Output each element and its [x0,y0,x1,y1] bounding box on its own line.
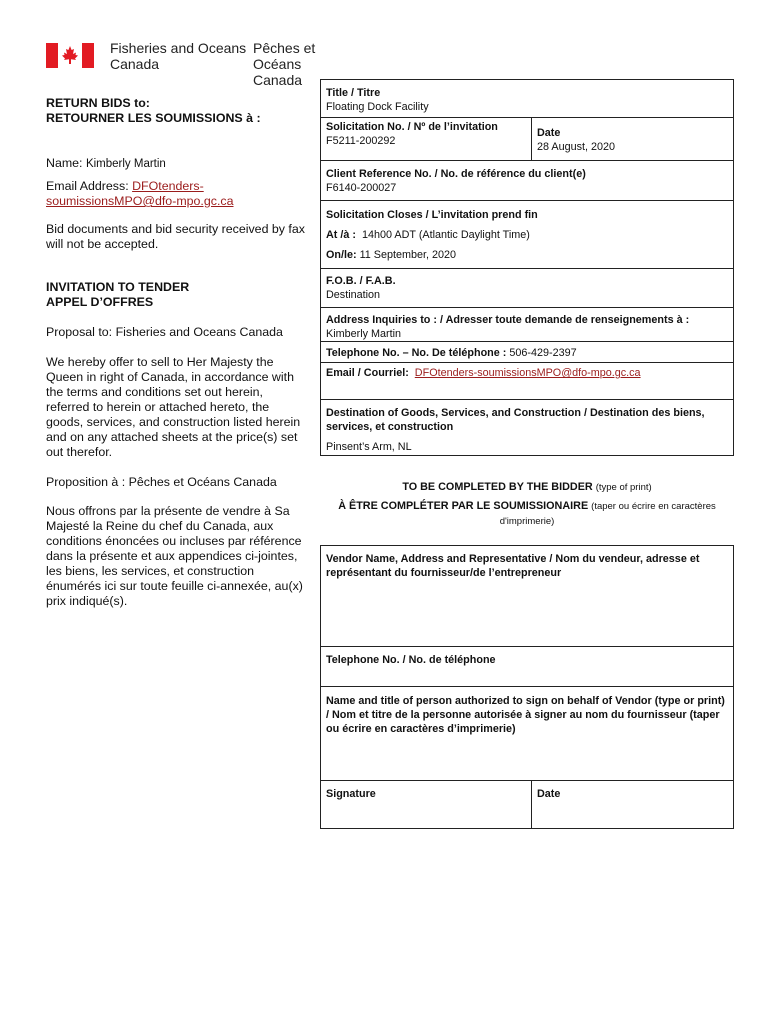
title-value: Floating Dock Facility [326,101,429,113]
closing-time [326,228,726,242]
divider [320,268,734,269]
divider [320,200,734,201]
email-cell [326,366,726,380]
divider [320,646,734,647]
contact-email [46,179,308,209]
itt-fr: APPEL D’OFFRES [46,295,154,309]
name-label: Name: [46,156,83,170]
return-bids-fr: RETOURNER LES SOUMISSIONS à : [46,111,261,125]
divider [320,399,734,400]
issue-date-value: 28 August, 2020 [537,141,616,153]
divider [531,117,532,160]
divider [320,307,734,308]
type-print-en: (type of print) [595,482,652,493]
courriel-label: Email / Courriel: [326,367,409,379]
fax-notice: Bid documents and bid security received by fax will not be accepted. [46,222,305,251]
invitation-heading [46,280,308,310]
return-bids-heading [46,96,308,126]
return-bids-en: RETURN BIDS to: [46,96,150,110]
client-reference-cell [326,167,726,195]
telephone-value: 506-429-2397 [509,347,577,359]
divider [320,341,734,342]
solicitation-label: Solicitation No. / Nº de l’invitation [326,121,498,133]
itt-en: INVITATION TO TENDER [46,280,190,294]
logo-en-line2: Canada [110,56,160,72]
divider [320,686,734,687]
signature-label: Signature [326,788,376,800]
closes-label: Solicitation Closes / L’invitation prend fin [326,209,538,221]
divider [320,160,734,161]
signature-date-label: Date [537,788,561,800]
destination-label: Destination of Goods, Services, and Construction / Destination des biens, services, et construction [326,407,705,433]
logo-text-english [110,40,246,72]
title-label: Title / Titre [326,87,381,99]
telephone-cell [326,346,726,360]
contact-name [46,156,308,172]
logo-fr-line2: Canada [253,72,303,88]
divider [531,780,532,829]
government-logo [46,40,366,88]
to-be-completed-en: TO BE COMPLETED BY THE BIDDER [402,481,593,493]
inquiries-cell [326,313,726,341]
title-cell [326,86,726,114]
telephone-label: Telephone No. – No. De téléphone : [326,347,507,359]
fob-cell [326,274,726,302]
on-value: 11 September, 2020 [359,249,457,261]
inquiries-value: Kimberly Martin [326,328,401,340]
offer-en: We hereby offer to sell to Her Majesty the Queen in right of Canada, in accordance with the terms and conditions set out herein, referred to herein or attached hereto, the goods, services, and construction listed herein and on any attached sheets at the price(s) set out therefor. [46,355,301,459]
client-ref-label: Client Reference No. / No. de référence du client(e) [326,168,586,180]
divider [320,780,734,781]
authorized-person-label: Name and title of person authorized to sign on behalf of Vendor (type or print) / Nom et titre de la personne autorisée à signer au nom du fournisseur (taper ou écrire en caractères d’imprimerie) [326,695,725,735]
at-value: 14h00 ADT (Atlantic Daylight Time) [362,229,530,241]
proposal-en: Proposal to: Fisheries and Oceans Canada [46,325,283,339]
solicitation-cell [326,120,531,148]
divider [320,362,734,363]
client-ref-value: F6140-200027 [326,182,397,194]
fob-label: F.O.B. / F.A.B. [326,275,396,287]
solicitation-value: F5211-200292 [326,135,396,147]
closing-date [326,248,726,262]
bidder-instruction-en [320,480,734,495]
type-print-fr: (taper ou écrire en caractères d'imprimerie) [499,501,716,527]
email-link-line1[interactable]: DFOtenders- [132,179,204,193]
email-link-line2[interactable]: soumissionsMPO@dfo-mpo.gc.ca [46,194,234,208]
destination-value: Pinsent’s Arm, NL [326,441,412,453]
fob-value: Destination [326,289,381,301]
email-label: Email Address: [46,179,129,193]
inquiries-email-link[interactable]: DFOtenders-soumissionsMPO@dfo-mpo.gc.ca [414,367,641,379]
divider [320,117,734,118]
vendor-label: Vendor Name, Address and Representative / Nom du vendeur, adresse et représentant du fournisseur/de l’entrepreneur [326,553,700,579]
inquiries-label: Address Inquiries to : / Adresser toute demande de renseignements à : [326,314,690,326]
issue-date-cell [537,126,727,154]
offer-fr: Nous offrons par la présente de vendre à Sa Majesté la Reine du chef du Canada, aux conditions énoncées ou incluses par référence dans la présente et aux appendices ci-jointes, les biens, les services, et construction énumérés ici sur toute feuille ci-annexée, au(x) prix indiqué(s). [46,504,303,608]
proposal-fr: Proposition à : Pêches et Océans Canada [46,475,277,489]
bidder-instruction-fr [320,499,734,529]
to-be-completed-fr: À ÊTRE COMPLÉTER PAR LE SOUMISSIONAIRE [338,500,589,512]
name-value: Kimberly Martin [85,158,166,170]
issue-date-label: Date [537,127,561,139]
logo-en-line1: Fisheries and Oceans [110,40,247,56]
vendor-phone-label: Telephone No. / No. de téléphone [326,654,496,666]
at-label: At /à : [326,229,356,241]
canada-flag-icon [46,43,94,68]
logo-fr-line1: Pêches et Océans [253,40,316,72]
on-label: On/le: [326,249,357,261]
